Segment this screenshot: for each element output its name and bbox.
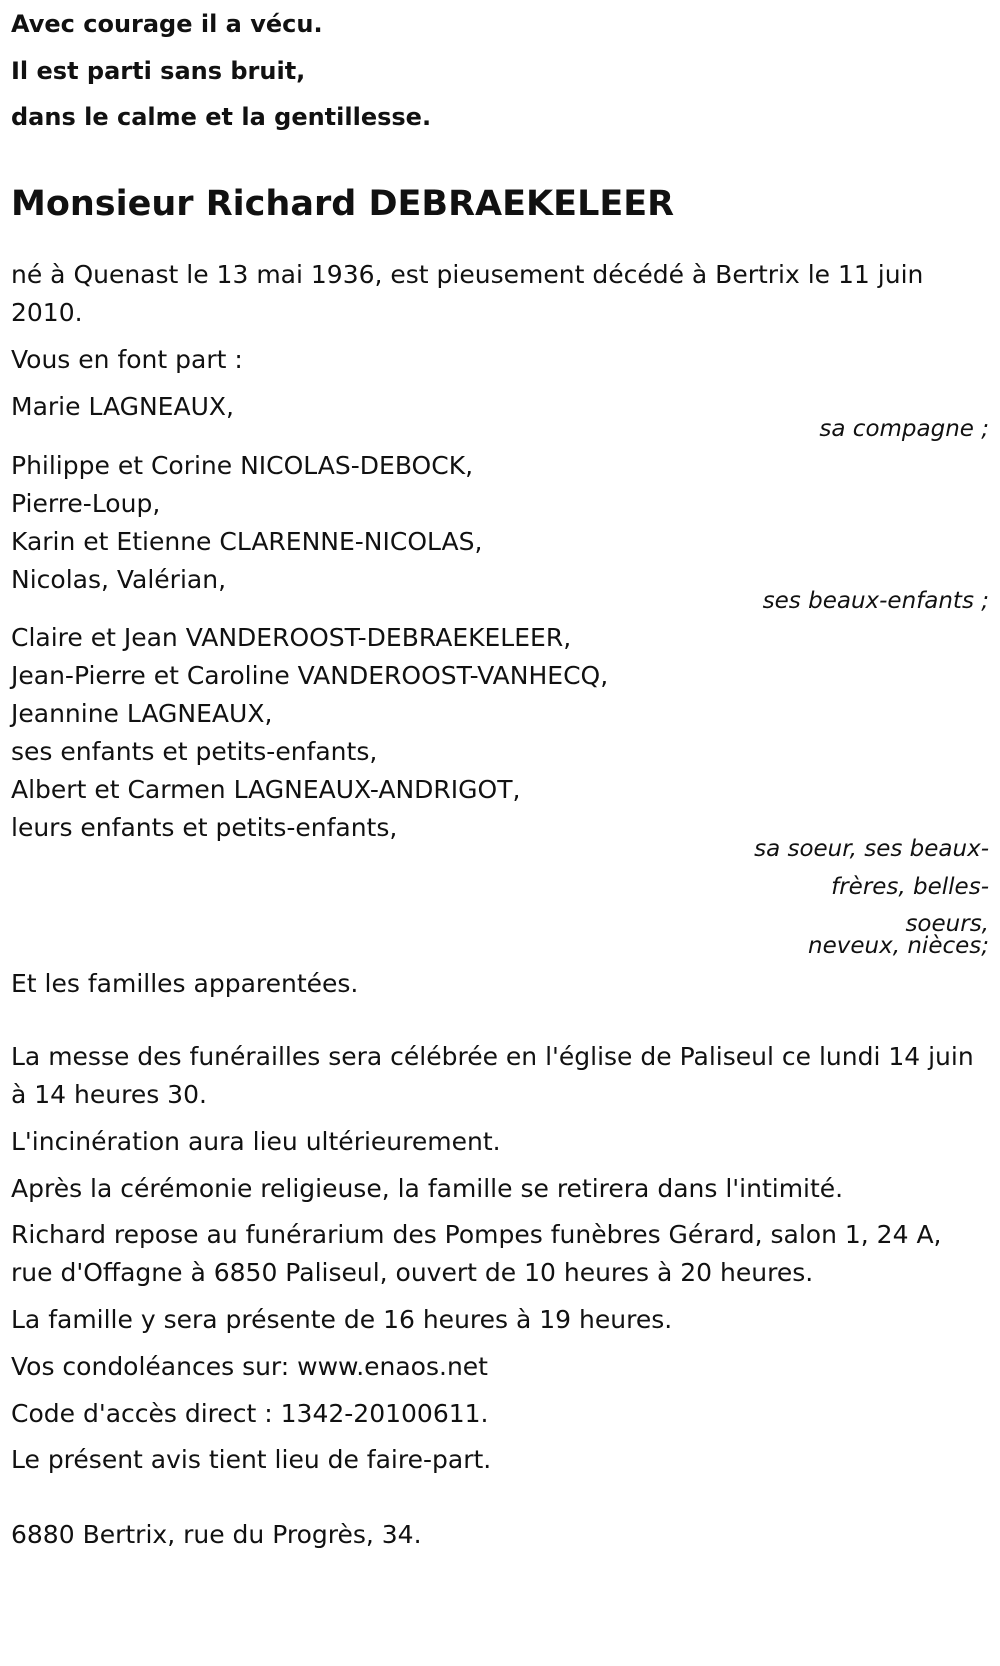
family-presence-info: La famille y sera présente de 16 heures à 19 heures. [11,1305,673,1334]
family-name: Jeannine LAGNEAUX, [11,699,273,728]
related-families-line: Et les familles apparentées. [11,969,359,998]
poem-line-1: Avec courage il a vécu. [11,10,323,38]
relation-siblings-line-4: neveux, nièces; [808,933,989,959]
relation-siblings-line-3: soeurs, [905,911,989,937]
condolences-info: Vos condoléances sur: www.enaos.net [11,1352,488,1381]
poem-line-3: dans le calme et la gentillesse. [11,103,432,131]
family-name: Claire et Jean VANDEROOST-DEBRAEKELEER, [11,623,572,652]
notice-info: Le présent avis tient lieu de faire-part. [11,1445,492,1474]
family-name: Karin et Etienne CLARENNE-NICOLAS, [11,527,483,556]
access-code-info: Code d'accès direct : 1342-20100611. [11,1399,489,1428]
announcement-line: Vous en font part : [11,345,243,374]
family-name: Albert et Carmen LAGNEAUX-ANDRIGOT, [11,775,521,804]
birth-death-intro: né à Quenast le 13 mai 1936, est pieusement décédé à Bertrix le 11 juin 2010. [11,260,924,327]
family-name: Nicolas, Valérian, [11,565,227,594]
deceased-name: Monsieur Richard DEBRAEKELEER [11,184,675,224]
family-name: Pierre-Loup, [11,489,161,518]
funeral-mass-info: La messe des funérailles sera célébrée en l'église de Paliseul ce lundi 14 juin à 14 heures 30. [11,1042,974,1109]
family-name: leurs enfants et petits-enfants, [11,813,398,842]
family-name: Marie LAGNEAUX, [11,392,234,421]
poem-line-2: Il est parti sans bruit, [11,57,306,85]
intimacy-info: Après la cérémonie religieuse, la famille se retirera dans l'intimité. [11,1174,844,1203]
family-name: ses enfants et petits-enfants, [11,737,378,766]
cremation-info: L'incinération aura lieu ultérieurement. [11,1127,501,1156]
relation-stepchildren: ses beaux-enfants ; [762,588,989,614]
family-address: 6880 Bertrix, rue du Progrès, 34. [11,1520,422,1549]
funeral-home-info: Richard repose au funérarium des Pompes funèbres Gérard, salon 1, 24 A, rue d'Offagne à 6850 Paliseul, ouvert de 10 heures à 20 heures. [11,1220,942,1287]
family-name: Jean-Pierre et Caroline VANDEROOST-VANHECQ, [11,661,609,690]
relation-siblings-line-2: frères, belles- [831,874,989,900]
relation-siblings-line-1: sa soeur, ses beaux- [754,836,989,862]
family-name: Philippe et Corine NICOLAS-DEBOCK, [11,451,474,480]
relation-companion: sa compagne ; [819,416,989,442]
